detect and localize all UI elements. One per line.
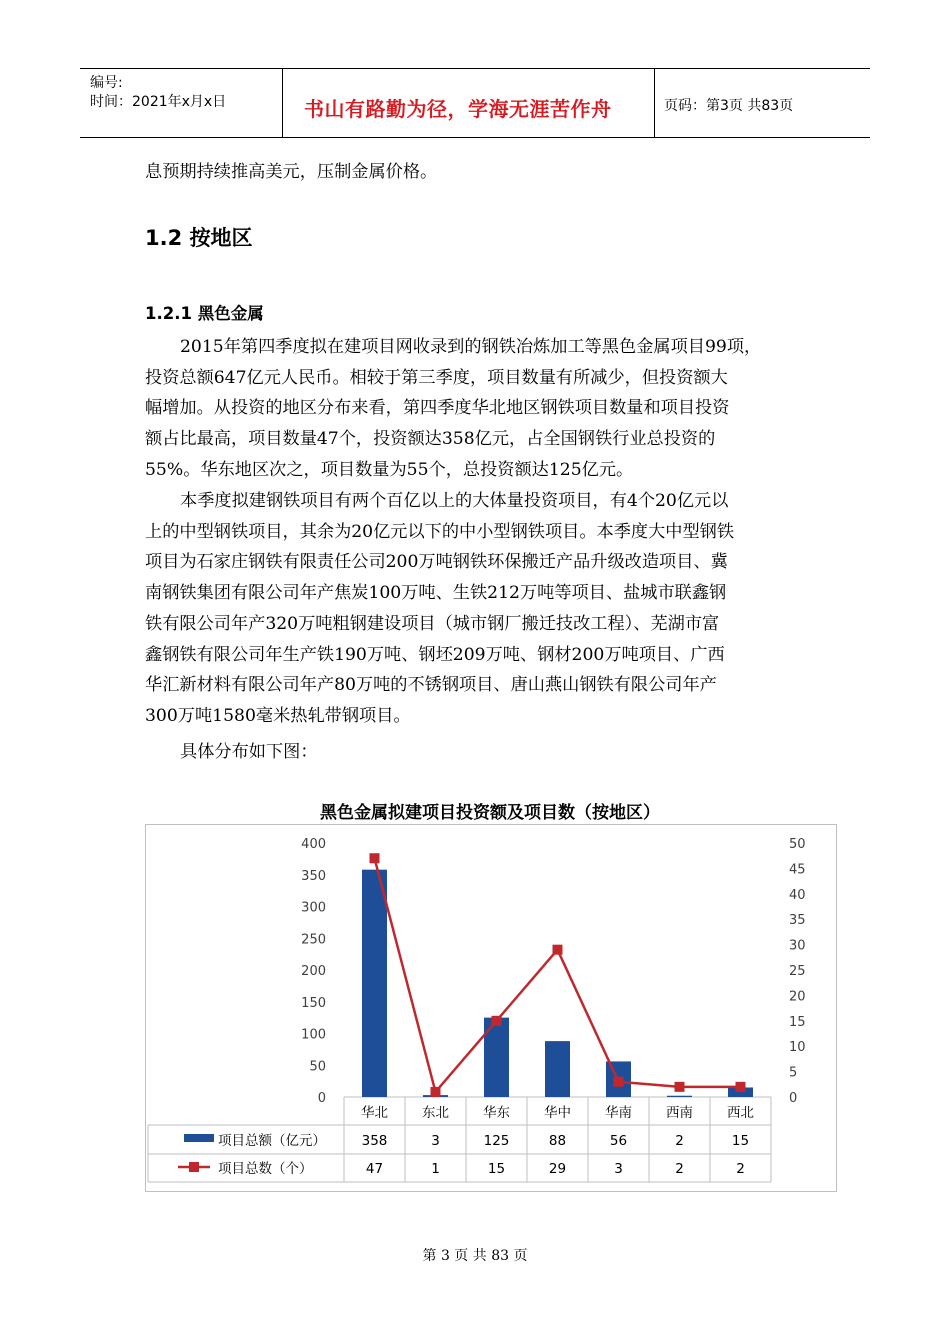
subsection-heading: 1.2.1 黑色金属 bbox=[145, 304, 264, 323]
table-cell-amount: 125 bbox=[483, 1133, 510, 1149]
y-left-tick-label: 150 bbox=[301, 995, 326, 1011]
paragraph-line: 本季度拟建钢铁项目有两个百亿以上的大体量投资项目，有4个20亿元以 bbox=[180, 491, 729, 511]
table-cell-count: 15 bbox=[487, 1161, 506, 1177]
table-cell-amount: 88 bbox=[548, 1133, 567, 1149]
bar-华北 bbox=[362, 870, 387, 1097]
y-left-tick-label: 0 bbox=[317, 1091, 326, 1106]
paragraph-line: 300万吨1580毫米热轧带钢项目。 bbox=[145, 705, 411, 726]
bar-西南 bbox=[667, 1096, 692, 1097]
category-label: 华南 bbox=[605, 1105, 632, 1121]
table-cell-count: 47 bbox=[365, 1161, 384, 1177]
paragraph-line: 55%。华东地区次之，项目数量为55个，总投资额达125亿元。 bbox=[145, 459, 634, 480]
category-label: 东北 bbox=[422, 1105, 449, 1121]
header-page-cell bbox=[654, 69, 870, 137]
header-motto: 书山有路勤为径，学海无涯苦作舟 bbox=[304, 97, 612, 121]
line-marker-西北 bbox=[736, 1082, 746, 1092]
page-footer: 第 3 页 共 83 页 bbox=[422, 1248, 528, 1264]
paragraph-line: 铁有限公司年产320万吨粗钢建设项目（城市钢厂搬迁技改工程）、芜湖市富 bbox=[145, 613, 720, 634]
y-right-tick-label: 45 bbox=[789, 862, 806, 878]
y-left-tick-label: 50 bbox=[309, 1059, 326, 1075]
y-left-tick-label: 200 bbox=[301, 964, 326, 979]
y-right-tick-label: 40 bbox=[789, 887, 806, 903]
category-label: 西南 bbox=[666, 1105, 693, 1121]
category-label: 华北 bbox=[361, 1105, 388, 1121]
line-marker-东北 bbox=[431, 1087, 441, 1097]
table-cell-count: 2 bbox=[675, 1161, 684, 1177]
bar-华中 bbox=[545, 1041, 570, 1097]
paragraph-line: 华汇新材料有限公司年产80万吨的不锈钢项目、唐山燕山钢铁有限公司年产 bbox=[145, 675, 717, 696]
legend-label-line: 项目总数（个） bbox=[218, 1161, 313, 1177]
paragraph-1 bbox=[145, 332, 810, 486]
legend-key-line-marker bbox=[189, 1162, 199, 1172]
paragraph-line: 南钢铁集团有限公司年产焦炭100万吨、生铁212万吨等项目、盐城市联鑫钢 bbox=[145, 583, 727, 604]
legend-label-bar: 项目总额（亿元） bbox=[218, 1133, 326, 1149]
category-label: 华东 bbox=[483, 1105, 510, 1121]
y-right-tick-label: 50 bbox=[789, 837, 806, 852]
intro-text: 息预期持续推高美元，压制金属价格。 bbox=[145, 162, 438, 182]
line-marker-华北 bbox=[370, 853, 380, 863]
y-left-tick-label: 350 bbox=[301, 868, 326, 884]
paragraph-2 bbox=[145, 486, 810, 732]
line-marker-华东 bbox=[492, 1016, 502, 1026]
chart-frame bbox=[145, 824, 837, 1192]
y-right-tick-label: 15 bbox=[789, 1014, 806, 1030]
combo-chart bbox=[146, 825, 836, 1191]
paragraph-line: 幅增加。从投资的地区分布来看，第四季度华北地区钢铁项目数量和项目投资 bbox=[145, 398, 730, 419]
category-label: 华中 bbox=[544, 1105, 571, 1121]
table-cell-amount: 56 bbox=[609, 1133, 628, 1149]
y-right-tick-label: 20 bbox=[789, 989, 806, 1005]
table-cell-amount: 2 bbox=[675, 1133, 684, 1149]
paragraph-line: 鑫钢铁有限公司年生产铁190万吨、钢坯209万吨、钢材200万吨项目、广西 bbox=[145, 644, 725, 665]
paragraph-line: 上的中型钢铁项目，其余为20亿元以下的中小型钢铁项目。本季度大中型钢铁 bbox=[145, 521, 735, 542]
y-right-tick-label: 30 bbox=[789, 938, 806, 954]
table-cell-count: 2 bbox=[736, 1161, 745, 1177]
doc-time-label: 时间：2021年x月x日 bbox=[90, 94, 227, 110]
figure-intro-text: 具体分布如下图： bbox=[180, 742, 318, 762]
line-marker-华南 bbox=[614, 1077, 624, 1087]
paragraph-line: 投资总额647亿元人民币。相较于第三季度，项目数量有所减少，但投资额大 bbox=[145, 367, 728, 388]
y-left-tick-label: 400 bbox=[301, 837, 326, 852]
header-page-label: 页码：第3页 共83页 bbox=[664, 98, 794, 114]
table-cell-count: 1 bbox=[431, 1161, 440, 1177]
line-marker-西南 bbox=[675, 1082, 685, 1092]
section-heading: 1.2 按地区 bbox=[145, 226, 253, 250]
paragraph-line: 2015年第四季度拟在建项目网收录到的钢铁冶炼加工等黑色金属项目99项， bbox=[180, 337, 762, 357]
y-right-tick-label: 25 bbox=[789, 964, 806, 979]
y-right-tick-label: 35 bbox=[789, 913, 806, 929]
y-left-tick-label: 300 bbox=[301, 900, 326, 916]
chart-title: 黑色金属拟建项目投资额及项目数（按地区） bbox=[320, 803, 660, 823]
y-right-tick-label: 0 bbox=[789, 1091, 798, 1106]
figure-intro bbox=[145, 737, 810, 768]
category-label: 西北 bbox=[727, 1105, 754, 1121]
table-cell-amount: 3 bbox=[431, 1133, 440, 1149]
table-cell-count: 3 bbox=[614, 1161, 623, 1177]
table-cell-count: 29 bbox=[548, 1161, 567, 1177]
paragraph-line: 额占比最高，项目数量47个，投资额达358亿元，占全国钢铁行业总投资的 bbox=[145, 429, 716, 450]
line-marker-华中 bbox=[553, 945, 563, 955]
doc-number-label: 编号: bbox=[90, 75, 123, 91]
y-right-tick-label: 5 bbox=[789, 1065, 798, 1081]
intro-line bbox=[145, 157, 810, 188]
table-cell-amount: 358 bbox=[361, 1133, 388, 1149]
legend-key-bar bbox=[184, 1134, 214, 1142]
y-left-tick-label: 100 bbox=[301, 1027, 326, 1043]
page-header bbox=[80, 68, 870, 138]
paragraph-line: 项目为石家庄钢铁有限责任公司200万吨钢铁环保搬迁产品升级改造项目、冀 bbox=[145, 552, 728, 573]
y-right-tick-label: 10 bbox=[789, 1040, 806, 1056]
table-cell-amount: 15 bbox=[731, 1133, 750, 1149]
y-left-tick-label: 250 bbox=[301, 932, 326, 948]
header-meta bbox=[80, 69, 283, 137]
header-motto-cell bbox=[282, 69, 655, 137]
